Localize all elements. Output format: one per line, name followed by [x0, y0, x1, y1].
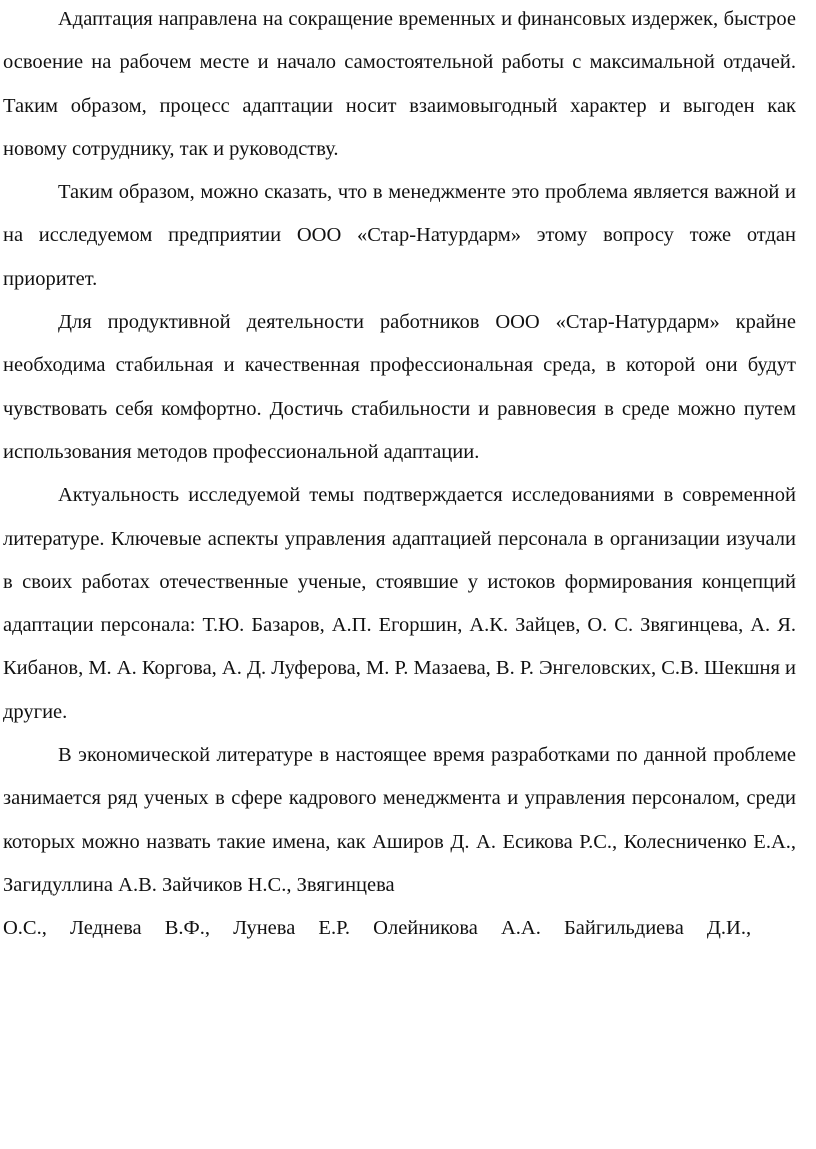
paragraph-professional-environment: Для продуктивной деятельности работников ООО «Стар-Натурдарм» крайне необходима стабильная и качественная профессиональная среда, в которой они будут чувствовать себя комфортно. Достичь стабильности и равновесия в среде можно путем использования методов профессиональной адаптации. [3, 311, 796, 463]
paragraph-adaptation-goals: Адаптация направлена на сокращение временных и финансовых издержек, быстрое освоение на рабочем месте и начало самостоятельной работы с максимальной отдачей. Таким образом, процесс адаптации носит взаимовыгодный характер и выгоден как новому сотруднику, так и руководству. [3, 8, 796, 160]
author-list-continuation: О.С., Леднева В.Ф., Лунева Е.Р. Олейникова А.А. Байгильдиева Д.И., [3, 917, 752, 940]
paragraph-management-priority: Таким образом, можно сказать, что в менеджменте это проблема является важной и на исследуемом предприятии ООО «Стар-Натурдарм» этому вопросу тоже отдан приоритет. [3, 181, 796, 290]
paragraph-economic-literature: В экономической литературе в настоящее время разработками по данной проблеме занимается ряд ученых в сфере кадрового менеджмента и управления персоналом, среди которых можно назвать такие имена, как Аширов Д. А. Есикова Р.С., Колесниченко Е.А., Загидуллина А.В. Зайчиков Н.С., Звягинцева [3, 744, 796, 896]
paragraph-topic-relevance: Актуальность исследуемой темы подтверждается исследованиями в современной литературе. Ключевые аспекты управления адаптацией персонала в организации изучали в своих работах отечественные ученые, стоявшие у истоков формирования концепций адаптации персонала: Т.Ю. Базаров, А.П. Егоршин, А.К. Зайцев, О. С. Звягинцева, А. Я. Кибанов, М. А. Коргова, А. Д. Луферова, М. Р. Мазаева, В. Р. Энгеловских, С.В. Шекшня и другие. [3, 484, 796, 723]
